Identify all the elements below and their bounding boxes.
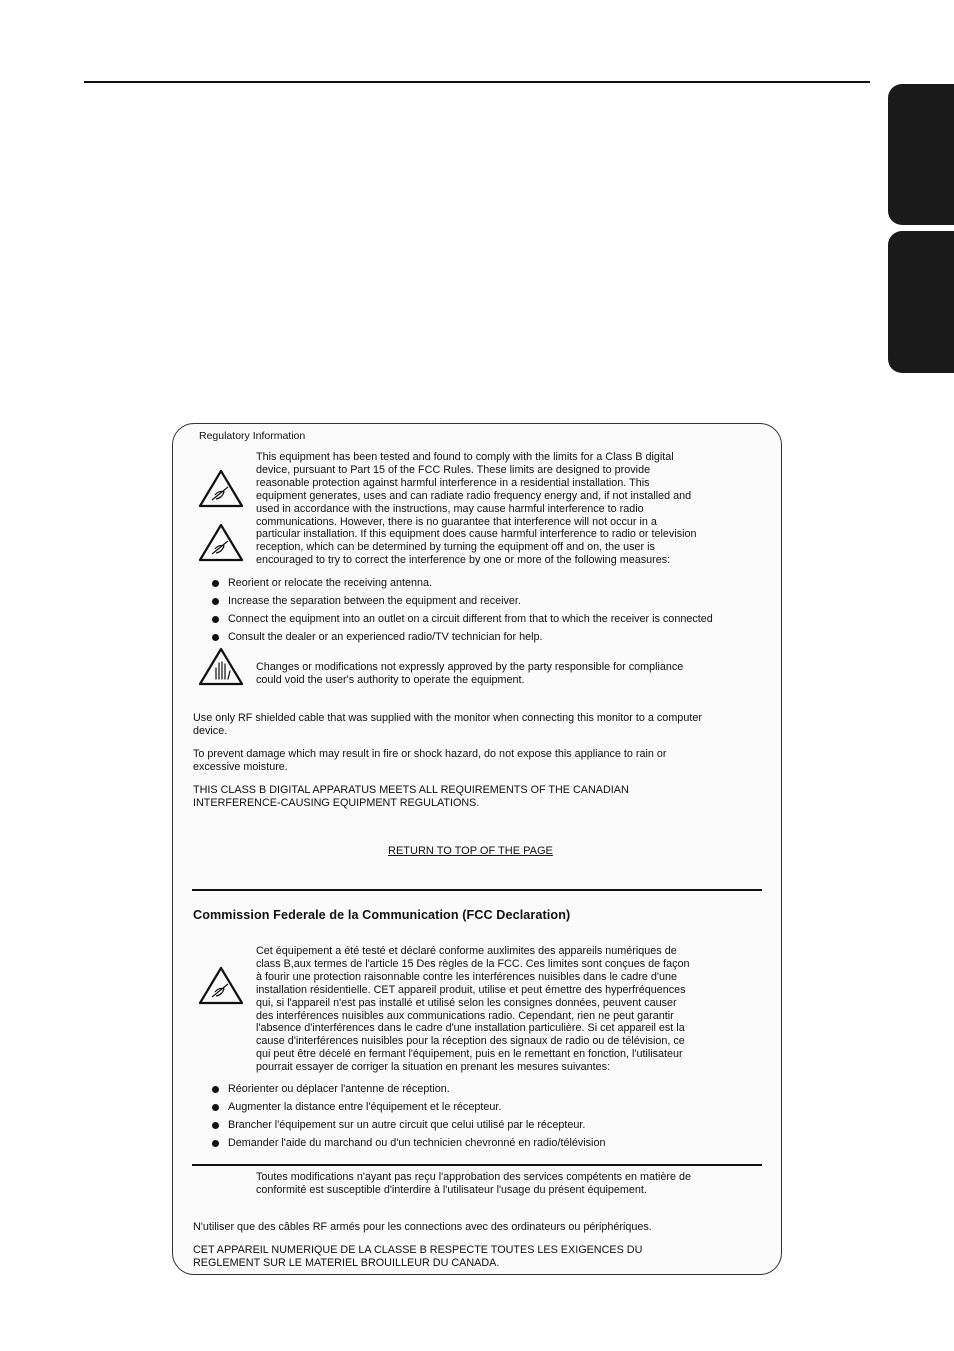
hand-warning-icon (197, 646, 245, 688)
french-compliance-paragraph: Cet équipement a été testé et déclaré conforme auxlimites des appareils numériques de class B,aux termes de l'article 15 Des règles de la FCC. Ces limites sont conçues de façon à fourir une protection raisonnable contre les interférences nuisibles dans le cadre d'une installation résidentielle. CET appareil produit, utilise et peut émettre des hyperfréquences qui, si l'appareil n'est pas installé et utilisé selon les consignes données, peuvent causer des interférences nuisibles aux communications radio. Cependant, rien ne peut garantir l'absence d'interférences dans le cadre d'une installation particulière. Si cet appareil est la cause d'interférences nuisibles pour la réception des signaux de radio ou de télévision, ce qui peut être décelé en fermant l'équipement, puis en le remettant en fonction, l'utilisateur pourrait essayer de corriger la situation en prenant les mesures suivantes: (256, 945, 690, 1074)
list-item: Demander l'aide du marchand ou d'un technicien chevronné en radio/télévision (212, 1137, 605, 1155)
interference-warning-icon (197, 522, 245, 564)
fcc-compliance-paragraph: This equipment has been tested and found to comply with the limits for a Class B digital device, pursuant to Part 15 of the FCC Rules. These limits are designed to provide reasonable protection against harmful interference in a residential installation. This equipment generates, uses and can radiate radio frequency energy and, if not installed and used in accordance with the instructions, may cause harmful interference to radio communications. However, there is no guarantee that interference will not occur in a particular installation. If this equipment does cause harmful interference to radio or television reception, which can be determined by turning the equipment off and on, the user is encouraged to try to correct the interference by one or more of the following measures: (256, 451, 697, 567)
list-item: Consult the dealer or an experienced radio/TV technician for help. (212, 631, 713, 649)
fcc-declaration-heading: Commission Federale de la Communication (FCC Declaration) (193, 908, 571, 922)
rf-cable-notice: Use only RF shielded cable that was supplied with the monitor when connecting this monitor to a computer device. (193, 712, 702, 737)
list-item: Augmenter la distance entre l'équipement et le récepteur. (212, 1101, 605, 1119)
section-divider (192, 1164, 762, 1166)
header-rule (84, 81, 870, 83)
list-item: Connect the equipment into an outlet on a circuit different from that to which the receiver is connected (212, 613, 713, 631)
return-to-top-link[interactable]: RETURN TO TOP OF THE PAGE (388, 845, 553, 857)
language-tab-1[interactable] (888, 84, 954, 225)
changes-warning: Changes or modifications not expressly approved by the party responsible for compliance could void the user's authority to operate the equipment. (256, 661, 684, 686)
list-item: Brancher l'équipement sur un autre circuit que celui utilisé par le récepteur. (212, 1119, 605, 1137)
list-item: Reorient or relocate the receiving antenna. (212, 577, 713, 595)
regulatory-title: Regulatory Information (199, 430, 306, 442)
list-item: Increase the separation between the equipment and receiver. (212, 595, 713, 613)
french-rf-cable-notice: N'utiliser que des câbles RF armés pour les connections avec des ordinateurs ou périphériques. (193, 1221, 652, 1233)
list-item: Réorienter ou déplacer l'antenne de réception. (212, 1083, 605, 1101)
french-measures-list (212, 1083, 605, 1155)
french-modifications-notice: Toutes modifications n'ayant pas reçu l'approbation des services compétents en matière de conformité est susceptible d'interdire à l'utilisateur l'usage du présent équipement. (256, 1171, 692, 1196)
interference-warning-icon (197, 965, 245, 1007)
language-tab-2[interactable] (888, 231, 954, 373)
canadian-notice: THIS CLASS B DIGITAL APPARATUS MEETS ALL REQUIREMENTS OF THE CANADIAN INTERFERENCE-CAUSING EQUIPMENT REGULATIONS. (193, 784, 629, 809)
section-divider (192, 889, 762, 891)
french-canadian-notice: CET APPAREIL NUMERIQUE DE LA CLASSE B RESPECTE TOUTES LES EXIGENCES DU REGLEMENT SUR LE MATERIEL BROUILLEUR DU CANADA. (193, 1244, 643, 1269)
measures-list (212, 577, 713, 649)
interference-warning-icon (197, 468, 245, 510)
fire-hazard-notice: To prevent damage which may result in fire or shock hazard, do not expose this appliance to rain or excessive moisture. (193, 748, 667, 773)
